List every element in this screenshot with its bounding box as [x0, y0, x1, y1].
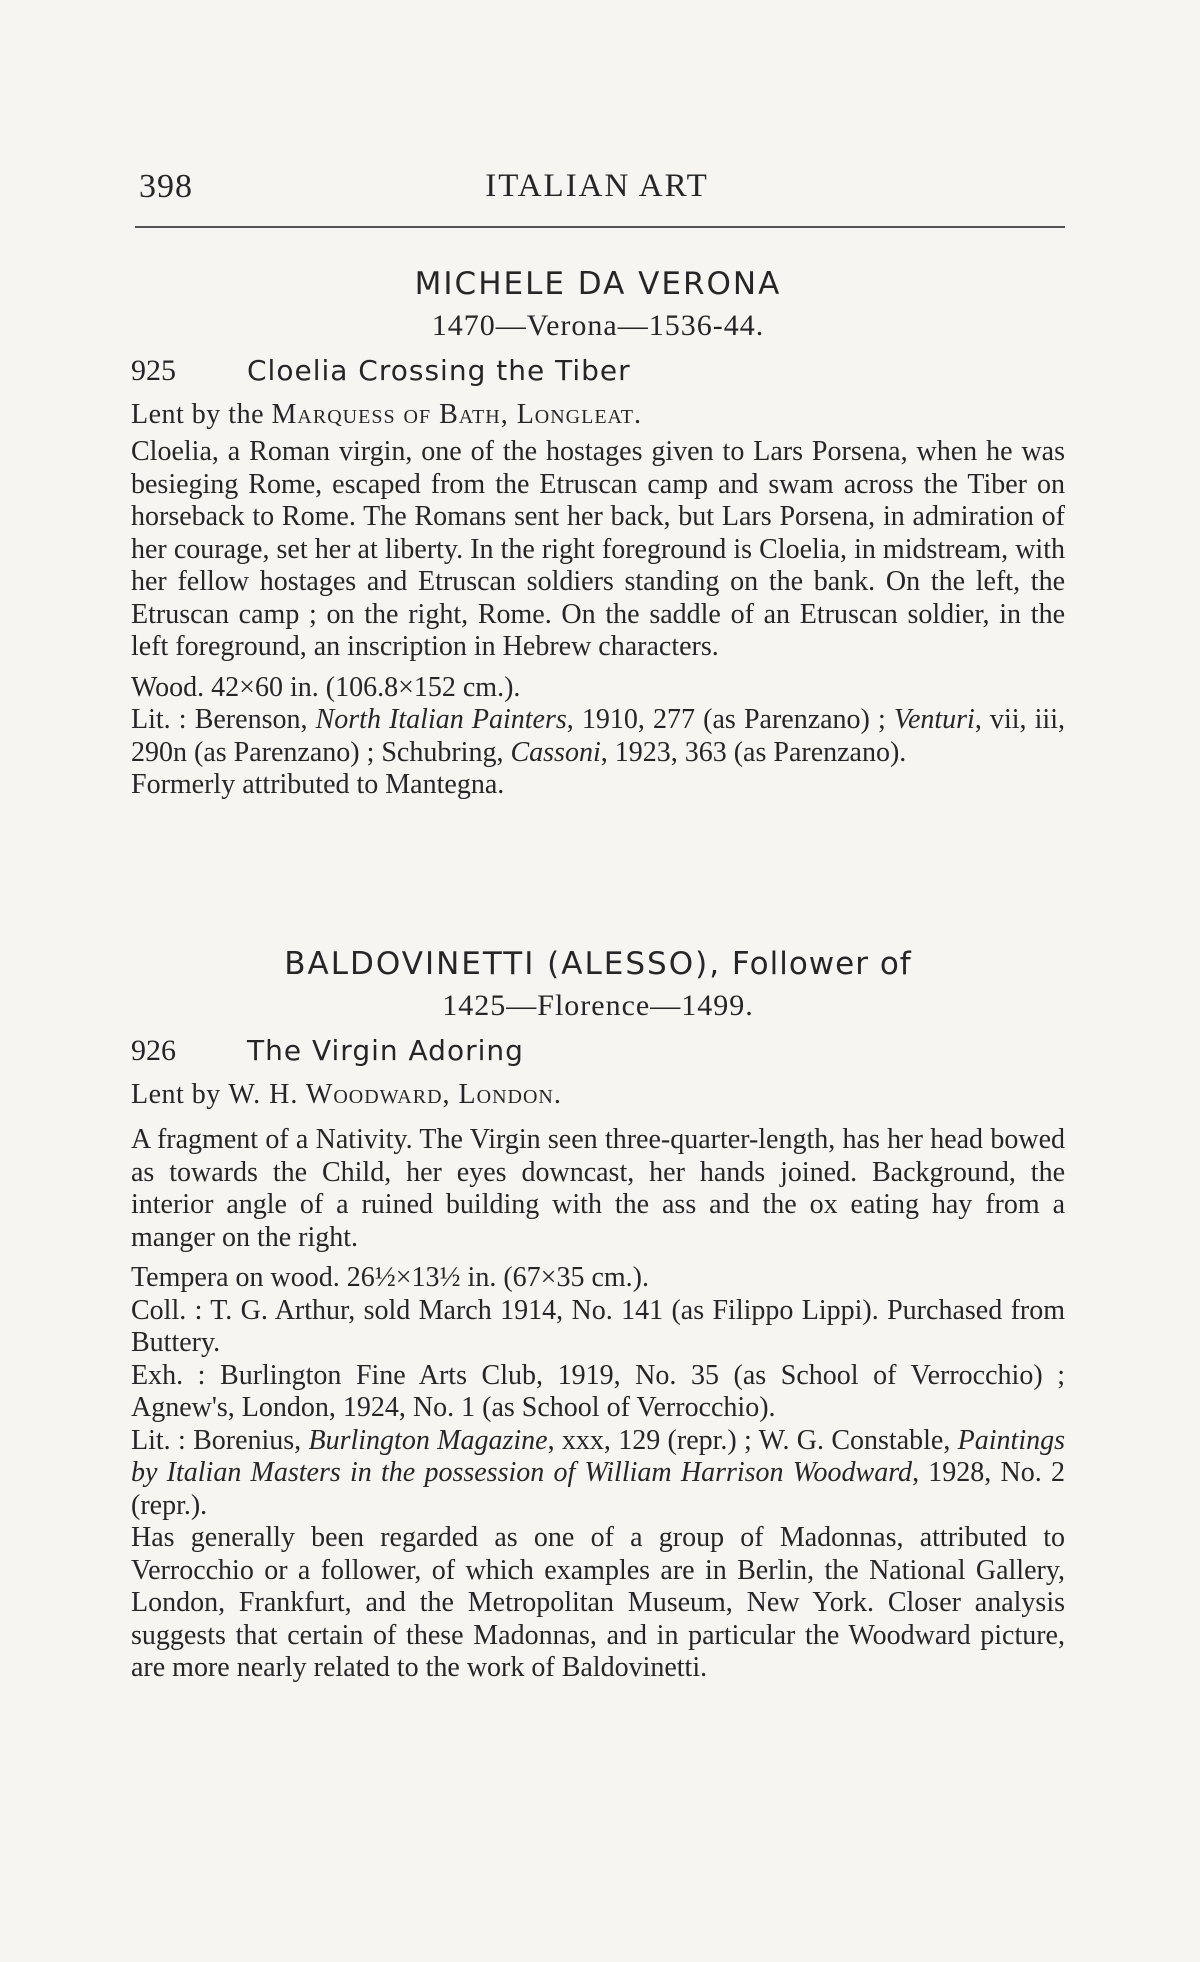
literature-work: North Italian Painters [315, 704, 567, 735]
catalogue-entry-926 [131, 944, 1065, 1685]
header-rule [135, 226, 1065, 228]
literature-work: Paintings by Italian Masters in the possession of William Harrison Woodward [131, 1424, 1065, 1488]
entry-number: 925 [131, 354, 176, 387]
entry-heading [131, 1028, 1065, 1074]
artist-qualifier: Follower of [721, 946, 912, 982]
lender-line [131, 1074, 1065, 1116]
lender-line [131, 394, 1065, 436]
entry-number: 926 [131, 1034, 176, 1067]
artist-name: BALDOVINETTI (ALESSO), [284, 946, 722, 982]
literature-work: Cassoni [510, 736, 601, 768]
catalogue-entry-925 [131, 264, 1065, 802]
artist-dates: 1425—Florence—1499. [442, 989, 754, 1022]
work-title: Cloelia Crossing the Tiber [247, 354, 631, 387]
work-title: The Virgin Adoring [247, 1034, 524, 1067]
medium-dimensions: Tempera on wood. 26½×13½ in. (67×35 cm.). [131, 1262, 649, 1293]
note: Formerly attributed to Mantegna. [131, 769, 505, 800]
entry-heading [131, 348, 1065, 394]
running-head [131, 168, 1063, 218]
literature-label: Lit. : Borenius, [131, 1424, 309, 1456]
exhibition: Exh. : Burlington Fine Arts Club, 1919, No. 35 (as School of Verrocchio) ; Agnew's, London, 1924, No. 1 (as School of Verrocchio). [131, 1359, 1065, 1423]
literature [131, 1425, 1065, 1523]
lent-prefix: Lent by the [131, 399, 272, 430]
collection: Coll. : T. G. Arthur, sold March 1914, No. 141 (as Filippo Lippi). Purchased from Buttery. [131, 1294, 1065, 1358]
literature-text: , 1928, No. 2 (repr.). [131, 1457, 1065, 1521]
lender-name: Marquess of Bath, Longleat. [271, 399, 642, 430]
note: Has generally been regarded as one of a group of Madonnas, attributed to Verrocchio or a follower, of which examples are in Berlin, the National Gallery, London, Frankfurt, and the Metropolitan Museum, New York. Closer analysis suggests that certain of these Madonnas, and in particular the Woodward picture, are more nearly related to the work of Baldovinetti. [131, 1522, 1065, 1683]
lender-name: W. H. Woodward, London. [228, 1079, 562, 1110]
artist-dates: 1470—Verona—1536-44. [431, 309, 765, 342]
medium-dimensions: Wood. 42×60 in. (106.8×152 cm.). [131, 671, 521, 703]
literature [131, 704, 1065, 769]
literature-text: , xxx, 129 (repr.) ; W. G. Constable, [547, 1424, 958, 1456]
literature-text: , 1910, 277 (as Parenzano) ; [566, 704, 894, 735]
literature-work: Burlington Magazine [308, 1424, 548, 1456]
page-number: 398 [139, 168, 193, 205]
artist-heading: MICHELE DA VERONA [414, 266, 782, 302]
literature-work: Venturi [893, 704, 975, 735]
running-title: ITALIAN ART [485, 168, 709, 204]
literature-label: Lit. : Berenson, [131, 704, 316, 735]
artist-heading [131, 944, 1065, 984]
literature-text: , vii, iii, 290n (as Parenzano) ; Schubring, [131, 704, 1065, 768]
lent-prefix: Lent by [131, 1079, 229, 1110]
description: A fragment of a Nativity. The Virgin seen three-quarter-length, has her head bowed as towards the Child, her eyes downcast, her hands joined. Background, the interior angle of a ruined building with the ass and the ox eating hay from a manger on the right. [131, 1124, 1065, 1253]
literature-text: , 1923, 363 (as Parenzano). [600, 736, 907, 768]
description: Cloelia, a Roman virgin, one of the hostages given to Lars Porsena, when he was besieging Rome, escaped from the Etruscan camp and swam across the Tiber on horseback to Rome. The Romans sent her back, but Lars Porsena, in admiration of her courage, set her at liberty. In the right foreground is Cloelia, in midstream, with her fellow hostages and Etruscan soldiers standing on the bank. On the left, the Etruscan camp ; on the right, Rome. On the saddle of an Etruscan soldier, in the left foreground, an inscription in Hebrew characters. [131, 436, 1065, 662]
